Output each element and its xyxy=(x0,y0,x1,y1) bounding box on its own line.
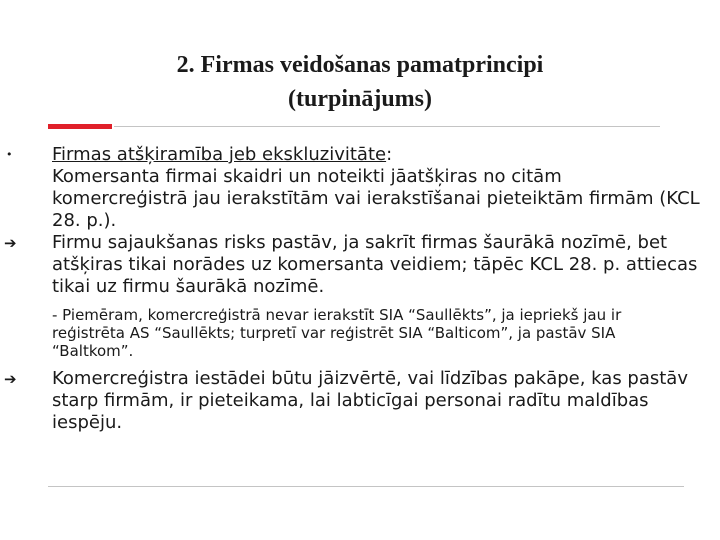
slide-title-line-1: 2. Firmas veidošanas pamatprincipi xyxy=(176,52,544,78)
slide-title xyxy=(80,48,640,116)
item-heading: Firmas atšķiramība jeb ekskluzivitāte xyxy=(52,144,387,165)
slide-body xyxy=(0,144,720,434)
list-item-registry-assessment xyxy=(0,368,720,434)
item-text: Firmu sajaukšanas risks pastāv, ja sakrīt firmas šaurākā nozīmē, bet atšķiras tikai norādes uz komersanta veidiem; tāpēc KCL 28. p. attiecas tikai uz firmu šaurākā nozīmē. xyxy=(52,232,698,297)
title-divider-line xyxy=(114,126,660,127)
footer-divider xyxy=(48,486,684,487)
arrow-right-icon: ➔ xyxy=(4,234,17,252)
item-text: Komercreģistra iestādei būtu jāizvērtē, vai līdzības pakāpe, kas pastāv starp firmām, ir pieteikama, lai labticīgai personai radītu maldības iespēju. xyxy=(52,368,688,433)
list-item-exclusivity xyxy=(0,144,720,232)
item-heading-colon: : xyxy=(386,144,393,165)
example-text: - Piemēram, komercreģistrā nevar ierakstīt SIA “Saullēkts”, ja iepriekš jau ir reģistrēta AS “Saullēkts; turpretī var reģistrēt SIA “Balticom”, ja pastāv SIA “Baltkom”. xyxy=(52,306,622,360)
slide-title-line-2: (turpinājums) xyxy=(287,86,432,112)
bullet-dot-icon: • xyxy=(6,148,13,161)
title-divider xyxy=(48,124,660,129)
arrow-right-icon: ➔ xyxy=(4,370,17,388)
item-text: Komersanta firmai skaidri un noteikti jāatšķiras no citām komercreģistrā jau ierakstītām vai ierakstīšanai pieteiktām firmām (KCL 28. p.). xyxy=(52,166,700,231)
list-item-confusion-risk xyxy=(0,232,720,298)
title-divider-accent xyxy=(48,124,112,129)
